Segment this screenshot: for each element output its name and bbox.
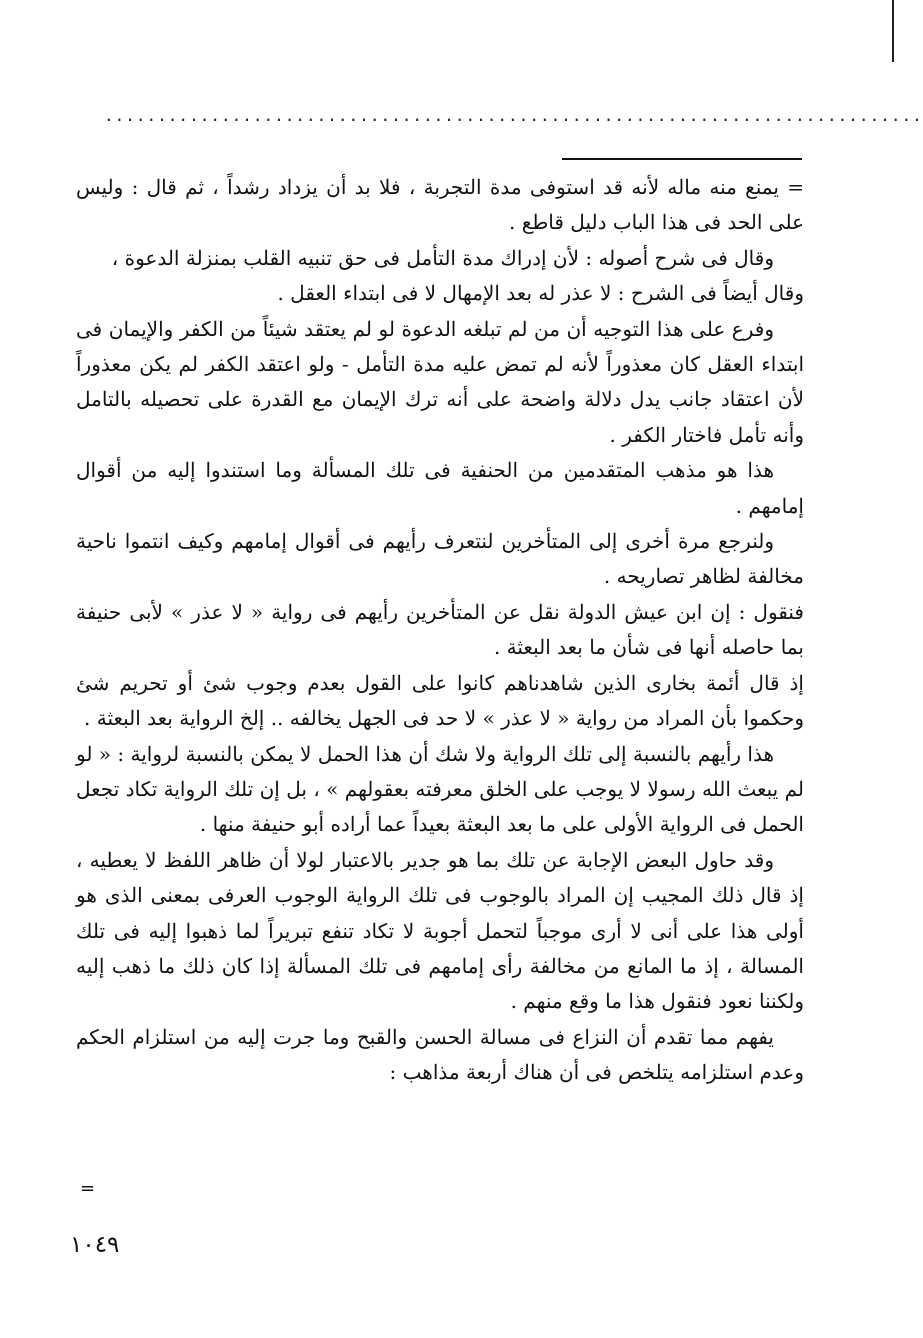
dotted-leader: .............................................................................	[104, 106, 923, 125]
footnote-rule	[562, 158, 802, 160]
page-number: ١٠٤٩	[70, 1232, 120, 1258]
paragraph: فنقول : إن ابن عيش الدولة نقل عن المتأخرين رأيهم فى رواية « لا عذر » لأبى حنيفة بما حاصله أنها فى شأن ما بعد البعثة .	[76, 599, 804, 660]
paragraph: هذا هو مذهب المتقدمين من الحنفية فى تلك المسألة وما استندوا إليه من أقوال إمامهم .	[76, 458, 804, 518]
paragraph: وقد حاول البعض الإجابة عن تلك بما هو جدير بالاعتبار لولا أن ظاهر اللفظ لا يعطيه ، إذ قال ذلك المجيب إن المراد بالوجوب فى تلك الرواية الوجوب العرفى بمعنى الذى هو أولى هذا على أنى لا أرى موجباً لتحمل أجوبة لا تكاد تنفع تبريراً لما ذهبوا إليه فى تلك المسالة ، إذ ما المانع من مخالفة رأى إمامهم فى تلك المسألة إذا كان ذلك ما ذهب إليه ولكننا نعود فنقول هذا ما وقع منهم .	[76, 847, 804, 1014]
paragraph: وقال فى شرح أصوله : لأن إدراك مدة التأمل فى حق تنبيه القلب بمنزلة الدعوة ،	[111, 245, 774, 270]
paragraph: هذا رأيهم بالنسبة إلى تلك الرواية ولا شك أن هذا الحمل لا يمكن بالنسبة لرواية : « لو لم يبعث الله رسولا لا يوجب على الخلق معرفته بعقولهم » ، بل إن تلك الرواية تكاد تجعل الحمل فى الرواية الأولى على ما بعد البعثة بعيداً عما أراده أبو حنيفة منها .	[76, 741, 804, 837]
paragraph: ولنرجع مرة أخرى إلى المتأخرين لنتعرف رأيهم فى أقوال إمامهم وكيف انتموا ناحية مخالفة لظاهر تصاريحه .	[76, 529, 804, 589]
continuation-mark: =	[80, 1178, 96, 1199]
paragraph: وقال أيضاً فى الشرح : لا عذر له بعد الإمهال لا فى ابتداء العقل .	[277, 281, 804, 306]
paragraph-continuation: = يمنع منه ماله لأنه قد استوفى مدة التجربة ، فلا بد أن يزداد رشداً ، ثم قال : وليس على الحد فى هذا الباب دليل قاطع .	[76, 175, 804, 235]
paragraph: يفهم مما تقدم أن النزاع فى مسالة الحسن والقبح وما جرت إليه من استلزام الحكم وعدم استلزامه يتلخص فى أن هناك أربعة مذاهب :	[76, 1024, 804, 1085]
body-text	[76, 170, 804, 1091]
paragraph: إذ قال أئمة بخارى الذين شاهدناهم كانوا على القول بعدم وجوب شئ أو تحريم شئ وحكموا بأن المراد من رواية « لا عذر » لا حد فى الجهل يخالفه .. إلخ الرواية بعد البعثة .	[76, 670, 804, 731]
page-edge-line	[892, 0, 894, 62]
paragraph: وفرع على هذا التوجيه أن من لم تبلغه الدعوة لو لم يعتقد شيئاً من الكفر والإيمان فى ابتداء العقل كان معذوراً لأنه لم تمض عليه مدة التأمل - ولو اعتقد الكفر لم يكن معذوراً لأن اعتقاد جانب يدل دلالة واضحة على أنه ترك الإيمان مع القدرة على تحصيله بالتامل وأنه تأمل فاختار الكفر .	[76, 316, 804, 447]
